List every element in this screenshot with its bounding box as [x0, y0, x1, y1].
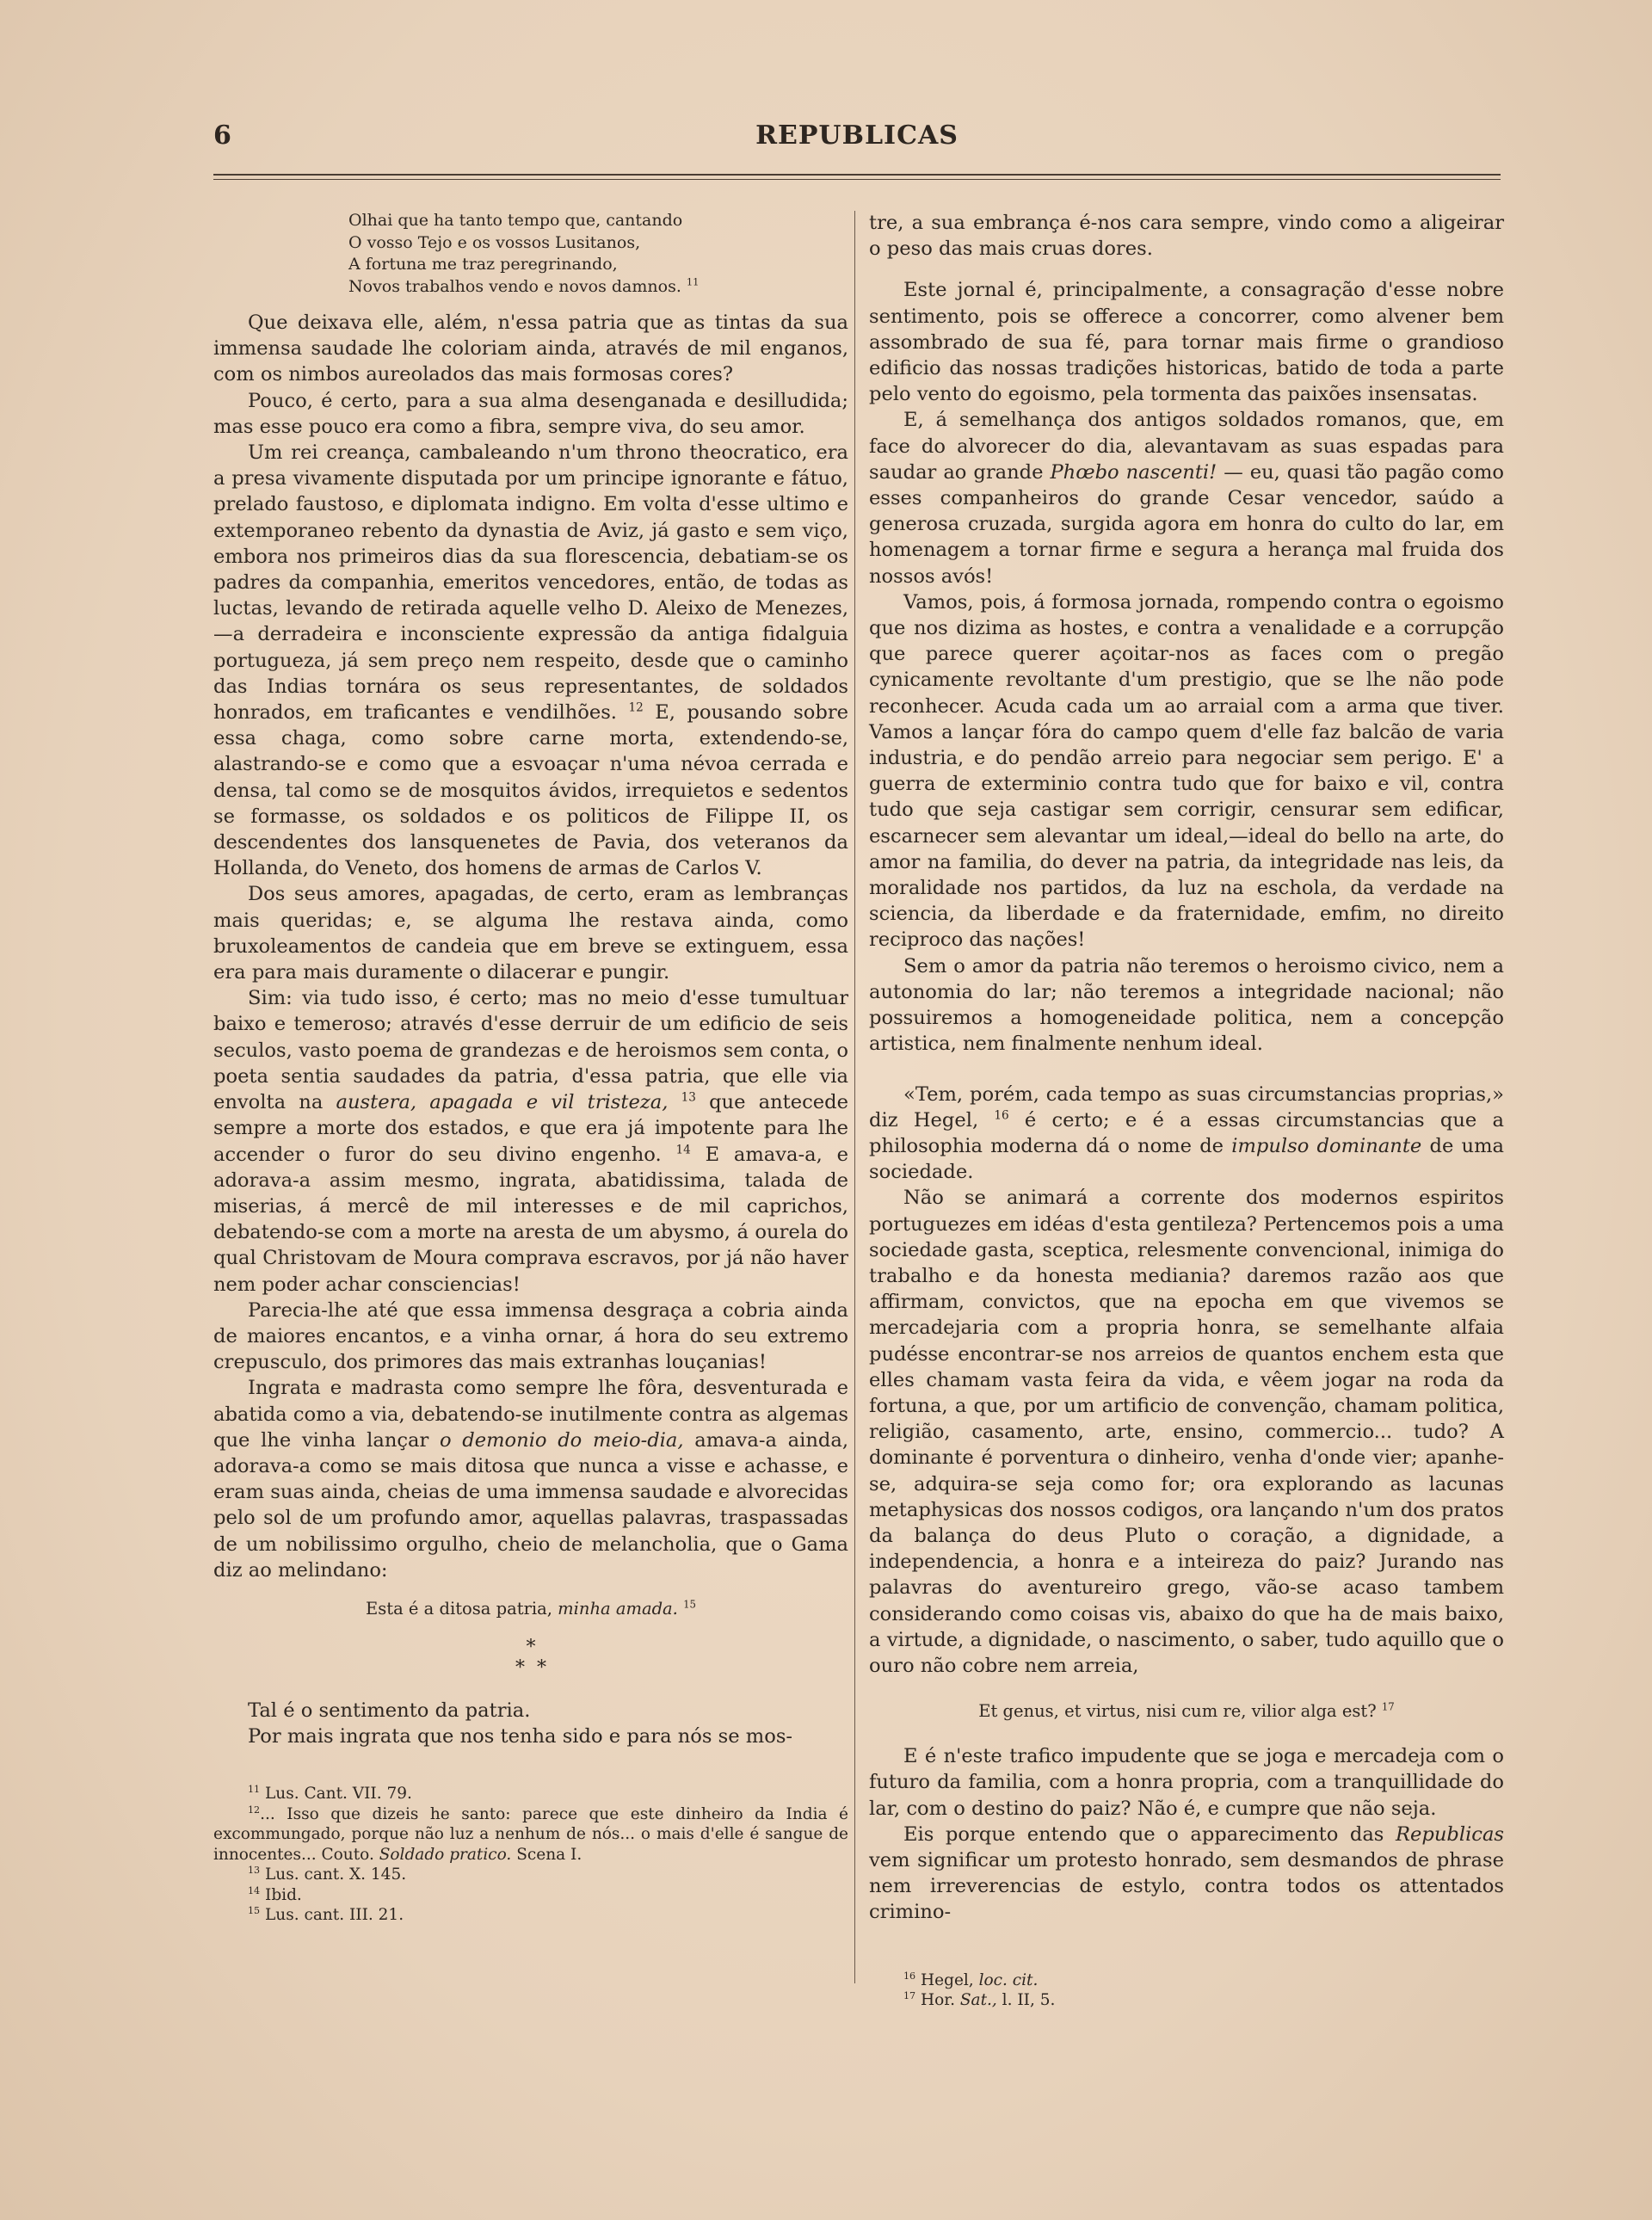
footnote: $^{14}$ Ibid. [248, 1884, 302, 1904]
paragraph: Dos seus amores, apagadas, de certo, eram as lembranças mais queridas; e, se alguma lhe restava ainda, como bruxoleamentos de candeia que em breve se extinguem, essa era para mais duramente o dilacerar e pungir. [213, 883, 848, 984]
page-header [213, 120, 1501, 155]
paragraph: Por mais ingrata que nos tenha sido e para nós se mos- [248, 1725, 793, 1748]
paragraph: Pouco, é certo, para a sua alma desenganada e desilludida; mas esse pouco era como a fibra, sempre viva, do seu amor. [213, 389, 848, 438]
footnote-ref: 17 [1381, 1700, 1395, 1713]
paragraph: Sem o amor da patria não teremos o heroismo civico, nem a autonomia do lar; não teremos a integridade nacional; não possuiremos a homogeneidade politica, nem a concepção artistica, nem finalmente nenhum ideal. [869, 954, 1504, 1056]
footnote: $^{17}$ Hor. Sat., l. II, 5. [903, 1989, 1056, 2010]
footnote-ref: 15 [683, 1598, 696, 1611]
paragraph: E é n'este trafico impudente que se joga e mercadeja com o futuro da familia, com a honra propria, com a tranquillidade do lar, com o destino do paiz? Não é, e cumpre que não seja. [869, 1745, 1504, 1820]
column-divider [854, 211, 855, 1983]
header-rule-thick [213, 174, 1501, 176]
paragraph: E, á semelhança dos antigos soldados romanos, que, em face do alvorecer do dia, alevantavam as suas espadas para saudar ao grande Phœbo nascenti! — eu, quasi tão pagão como esses companheiros do grande Cesar vencedor, saúdo a generosa cruzada, surgida agora em honra do culto do lar, em homenagem a tornar firme e segura a herança mal fruida dos nossos avós! [869, 409, 1504, 588]
footnote-ref: 11 [686, 275, 700, 288]
verse-line: A fortuna me traz peregrinando, [348, 255, 618, 274]
footnotes [213, 1784, 848, 1926]
paragraph: Um rei creança, cambaleando n'um throno theocratico, era a presa vivamente disputada por um principe ignorante e fátuo, prelado faustoso, e diplomata indigno. Em volta d'esse ultimo e extemporaneo rebento da dynastia de Aviz, já gasto e sem viço, embora nos primeiros dias da sua florescencia, debatiam-se os padres da companhia, emeritos vencedores, então, de todas as luctas, levando de retirada aquelle velho D. Aleixo de Menezes,—a derradeira e inconsciente expressão da antiga fidalguia portugueza, já sem preço nem respeito, desde que o caminho das Indias tornára os seus representantes, de soldados honrados, em traficantes e vendilhões. $^{12}$ E, pousando sobre essa chaga, como sobre carne morta, extendendo-se, alastrando-se e como que a esvoaçar n'uma névoa cerrada e densa, tal como se de mosquitos ávidos, irrequietos e sedentos se formasse, os soldados e os politicos de Filippe II, os descendentes dos lansquenetes de Pavia, dos veteranos da Hollanda, do Veneto, dos homens de armas de Carlos V. [213, 441, 849, 880]
verse-line: O vosso Tejo e os vossos Lusitanos, [348, 232, 641, 252]
footnote-ref: 14 [675, 1142, 691, 1156]
paragraph: Não se animará a corrente dos modernos espiritos portuguezes em idéas d'esta gentileza? Pertencemos pois a uma sociedade gasta, sceptica, relesmente convencional, inimiga do trabalho e da honesta mediania? daremos razão aos que affirmam, convictos, que na epocha em que vivemos se mercadejaria com a propria honra, se semelhante alfaia pudésse encontrar-se nos arreios de quantos enchem esta que elles chamam vasta feira da vida, e vêem jogar na roda da fortuna, a que, por um artificio de convenção, chamam politica, religião, casamento, arte, ensino, commercio... tudo? A dominante é porventura o dinheiro, venha d'onde vier; apanhe-se, adquira-se seja como for; ora explorando as lacunas metaphysicas dos nossos codigos, ora lançando n'um dos pratos da balança do deus Pluto o coração, a dignidade, a independencia, a honra e a inteireza do paiz? Jurando nas palavras do aventureiro grego, vão-se acaso tambem considerando como coisas vis, abaixo do que ha de mais baixo, a virtude, a dignidade, o nascimento, o saber, tudo aquillo que o ouro não cobre nem arreia, [869, 1187, 1504, 1677]
footnote-ref: 12 [628, 700, 644, 715]
paragraph: Este jornal é, principalmente, a consagração d'esse nobre sentimento, pois se offerece a concorrer, como alvener bem assombrado de sua fé, para tornar mais firme o grandioso edificio das nossas tradições historicas, batido de toda a parte pelo vento do egoismo, pela tormenta das paixões insensatas. [869, 279, 1504, 406]
left-column [213, 210, 848, 1926]
footnotes [869, 1970, 1504, 2011]
page-title: REPUBLICAS [755, 120, 959, 151]
verse-line: Novos trabalhos vendo e novos damnos. $^{11}$ [348, 275, 700, 296]
paragraph: Parecia-lhe até que essa immensa desgraça a cobria ainda de maiores encantos, e a vinha ornar, á hora do seu extremo crepusculo, dos primores das mais extranhas louçanias! [213, 1298, 848, 1374]
page-number: 6 [213, 120, 231, 151]
footnote: $^{11}$ Lus. Cant. VII. 79. [248, 1784, 412, 1804]
right-column [869, 210, 1504, 2011]
footnote-ref: 13 [681, 1090, 696, 1105]
paragraph: «Tem, porém, cada tempo as suas circumstancias proprias,» diz Hegel, $^{16}$ é certo; e é a essas circumstancias que a philosophia moderna dá o nome de impulso dominante de uma sociedade. [869, 1082, 1505, 1184]
paragraph: Ingrata e madrasta como sempre lhe fôra, desventurada e abatida como a via, debatendo-se inutilmente contra as algemas que lhe vinha lançar o demonio do meio-dia, amava-a ainda, adorava-a como se mais ditosa que nunca a visse e achasse, e eram suas ainda, cheias de uma immensa saudade e alvorecidas pelo sol de um profundo amor, aquellas palavras, traspassadas de um nobilissimo orgulho, cheio de melancholia, que o Gama diz ao melindano: [213, 1377, 848, 1582]
header-rule-thin [213, 179, 1501, 180]
paragraph: Tal é o sentimento da patria. [248, 1699, 531, 1722]
footnote: $^{16}$ Hegel, loc. cit. [903, 1970, 1039, 1989]
verse-quote: Esta é a ditosa patria, minha amada. $^{15}$ [366, 1598, 696, 1619]
section-separator: * * * [515, 1636, 546, 1679]
poem-quote [348, 210, 848, 298]
footnote: $^{12}$... Isso que dizeis he santo: parece que este dinheiro da India é excommungado, porque não luz a nenhum de nós... o mais d'elle é sangue de innocentes... Couto. Soldado pratico. Scena I. [213, 1804, 848, 1864]
paragraph: Sim: via tudo isso, é certo; mas no meio d'esse tumultuar baixo e temeroso; através d'esse derruir de um edificio de seis seculos, vasto poema de grandezas e de heroismos sem conta, o poeta sentia saudades da patria, d'essa patria, que elle via envolta na austera, apagada e vil tristeza, $^{13}$ que antecede sempre a morte dos estados, e que era já impotente para lhe accender o furor do seu divino engenho. $^{14}$ E amava-a, e adorava-a assim mesmo, ingrata, abatidissima, talada de miserias, á mercê de mil interesses e de mil caprichos, debatendo-se com a morte na aresta de um abysmo, á ourela do qual Christovam de Moura comprava escravos, por já não haver nem poder achar consciencias! [213, 987, 848, 1296]
footnote: $^{15}$ Lus. cant. III. 21. [248, 1905, 404, 1925]
paragraph: Que deixava elle, além, n'essa patria que as tintas da sua immensa saudade lhe coloriam ainda, através de mil enganos, com os nimbos aureolados das mais formosas cores? [213, 311, 848, 386]
footnote: $^{13}$ Lus. cant. X. 145. [248, 1865, 407, 1884]
paragraph: Vamos, pois, á formosa jornada, rompendo contra o egoismo que nos dizima as hostes, e contra a venalidade e a corrupção que parece querer açoitar-nos as faces com o pregão cynicamente revoltante d'um prestigio, que se lhe não pode reconhecer. Acuda cada um ao arraial com a arma que tiver. Vamos a lançar fóra do campo quem d'elle faz balcão de varia industria, e do pendão arreio para negociar sem perigo. E' a guerra de exterminio contra tudo que for baixo e vil, contra tudo que seja castigar sem corrigir, censurar sem edificar, escarnecer sem alevantar um ideal,—ideal do bello na arte, do amor na familia, do dever na patria, da integridade nas leis, da moralidade nos partidos, da luz na eschola, da verdade na sciencia, da liberdade e da fraternidade, emfim, no direito reciproco das nações! [869, 590, 1504, 952]
paragraph: tre, a sua embrança é-nos cara sempre, vindo como a aligeirar o peso das mais cruas dores. [869, 212, 1504, 261]
paragraph: Eis porque entendo que o apparecimento das Republicas vem significar um protesto honrado, sem desmandos de phrase nem irreverencias de estylo, contra todos os attentados crimino- [869, 1822, 1505, 1924]
verse-line: Olhai que ha tanto tempo que, cantando [348, 211, 683, 230]
latin-quote: Et genus, et virtus, nisi cum re, vilior alga est? $^{17}$ [978, 1700, 1395, 1722]
footnote-ref: 16 [994, 1108, 1009, 1123]
